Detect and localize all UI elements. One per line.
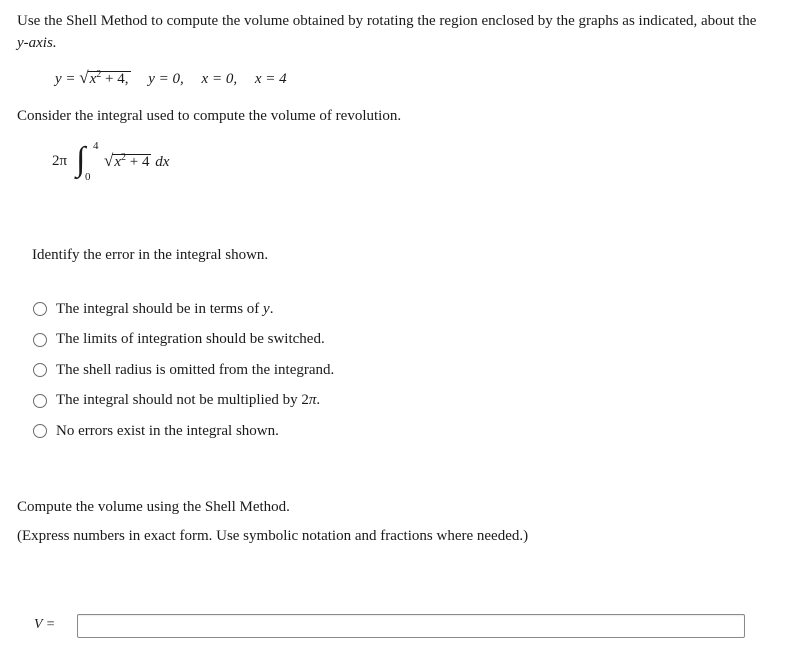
identify-text: Identify the error in the integral shown. [32, 247, 269, 263]
answer-label: V = [34, 617, 56, 632]
radio-button[interactable] [33, 424, 47, 438]
answer-options [33, 299, 334, 452]
integral-lower-limit: 0 [85, 171, 91, 183]
answer-field-container [77, 614, 745, 638]
compute-text: Compute the volume using the Shell Method. [17, 499, 290, 515]
option-label: The shell radius is omitted from the integrand. [56, 361, 335, 378]
option-label: The integral should be in terms of y. [56, 300, 274, 317]
option-shell-radius-omitted[interactable] [33, 360, 334, 380]
integrand [104, 151, 169, 171]
equation-x-four: x = 4 [254, 71, 287, 87]
problem-axis: y-axis. [17, 35, 57, 51]
integral-upper-limit: 4 [93, 140, 99, 152]
radio-button[interactable] [33, 363, 47, 377]
integral-differential: dx [155, 154, 170, 170]
integral-expression [52, 140, 252, 186]
problem-intro: Use the Shell Method to compute the volume obtained by rotating the region enclosed by the graphs as indicated, about the [17, 13, 757, 29]
integral-coefficient: 2π [52, 153, 68, 169]
option-terms-of-y[interactable] [33, 299, 334, 319]
option-not-multiplied-2pi[interactable] [33, 391, 334, 411]
radio-button[interactable] [33, 302, 47, 316]
radio-button[interactable] [33, 333, 47, 347]
option-no-errors[interactable] [33, 421, 334, 441]
sqrt-symbol: $√x^2 + 4$, [79, 68, 129, 87]
option-label: The limits of integration should be switched. [56, 331, 325, 347]
option-label: The integral should not be multiplied by 2π. [56, 392, 321, 408]
region-equations [55, 68, 301, 88]
integral-sign: ∫ [76, 141, 86, 178]
consider-text: Consider the integral used to compute the volume of revolution. [17, 108, 402, 124]
option-label: No errors exist in the integral shown. [56, 422, 279, 439]
equation-y-zero: y = 0, [148, 71, 184, 87]
answer-input[interactable] [78, 615, 744, 637]
option-limits-switched[interactable] [33, 330, 334, 350]
problem-statement [17, 10, 777, 54]
radio-button[interactable] [33, 394, 47, 408]
sqrt-symbol: $√x^2 + 4$ [104, 151, 150, 170]
equation-x-zero: x = 0, [201, 71, 238, 87]
express-instructions: (Express numbers in exact form. Use symbolic notation and fractions where needed.) [17, 528, 529, 544]
equation-curve: $y = √x^2 + 4$, [55, 68, 129, 87]
